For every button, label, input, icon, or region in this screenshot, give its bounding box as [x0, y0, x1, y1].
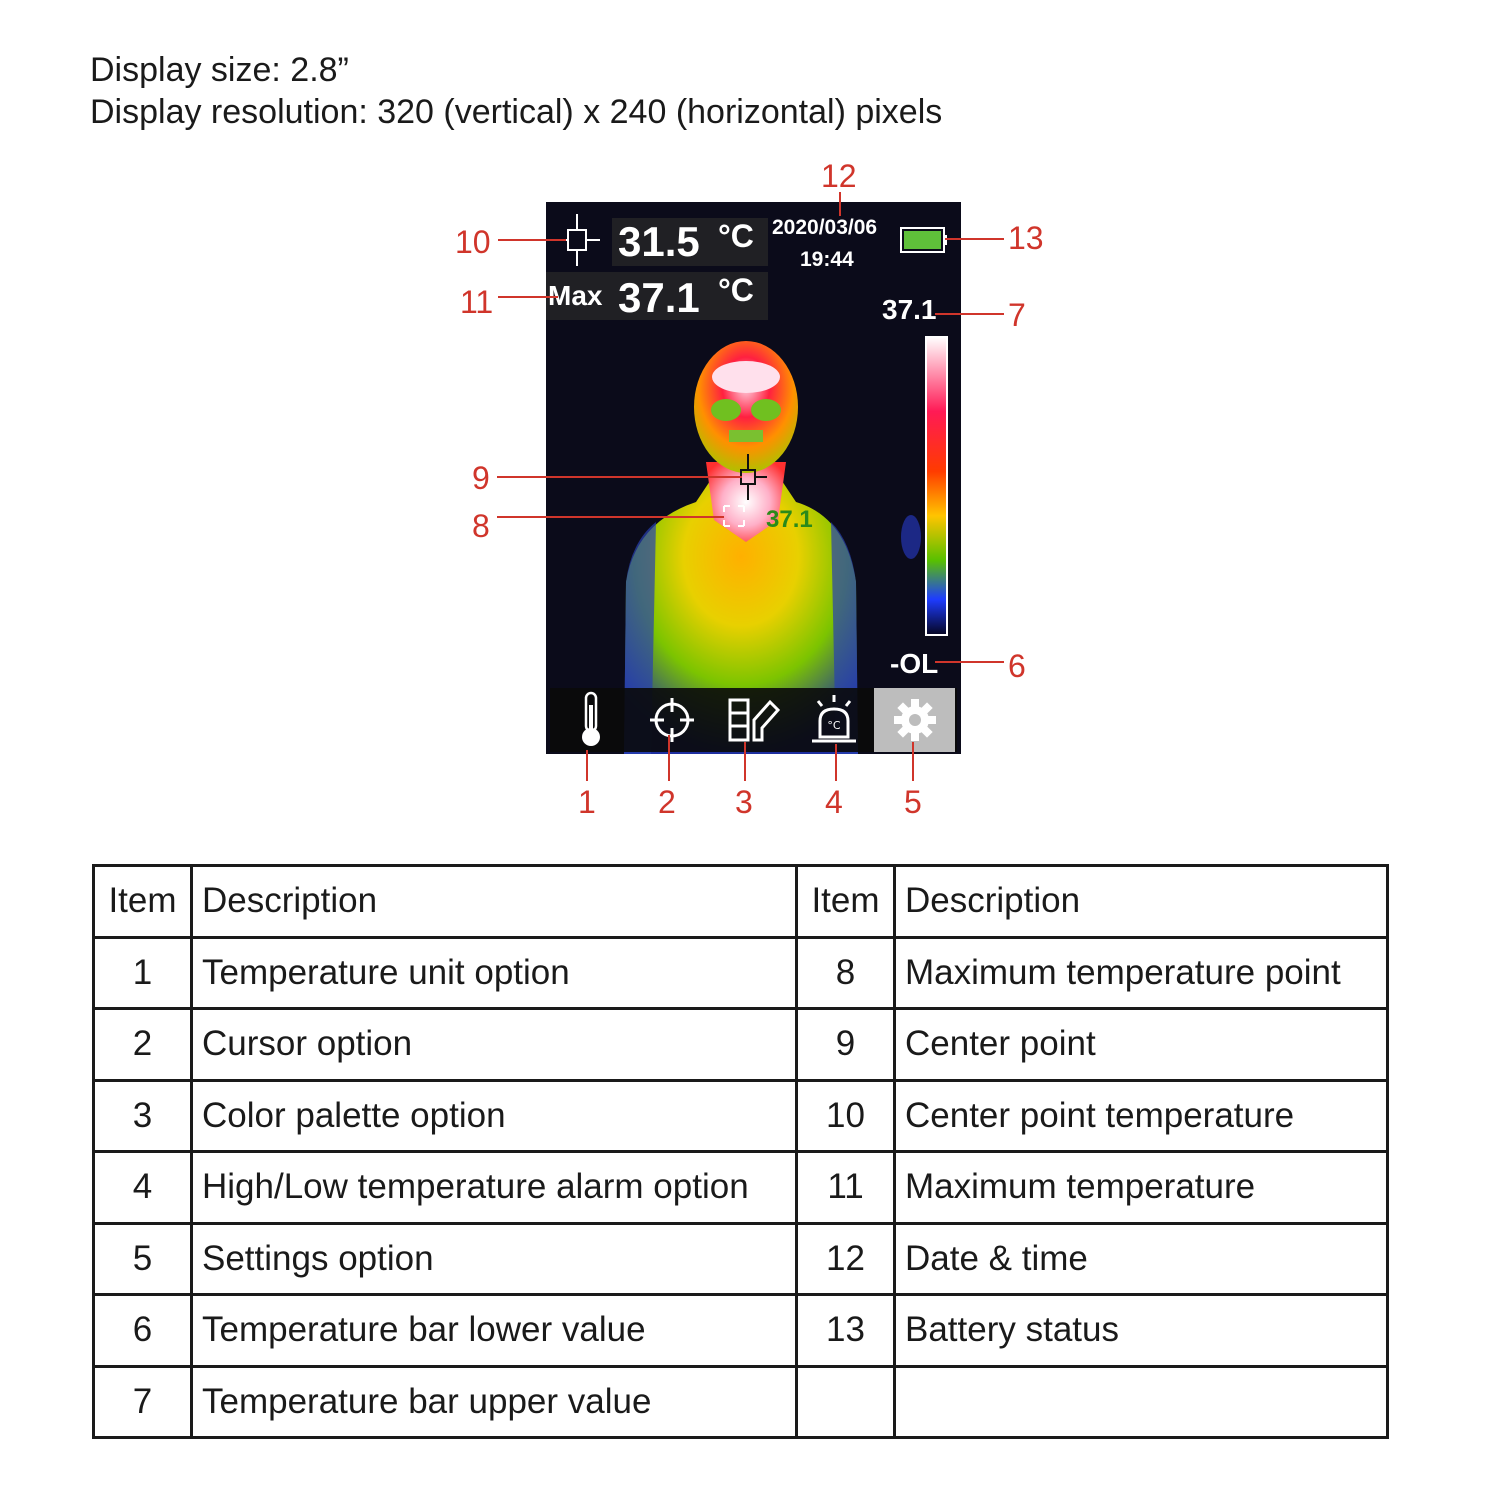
max-temp-unit: °C: [718, 272, 754, 308]
callout-6: 6: [1008, 648, 1026, 684]
temperature-bar-upper-value: 37.1: [882, 294, 937, 325]
item-description: Settings option: [192, 1223, 797, 1295]
item-description: Center point temperature: [895, 1080, 1388, 1152]
max-point-value: 37.1: [766, 506, 813, 533]
item-description: Maximum temperature point: [895, 937, 1388, 1009]
header-description: Description: [895, 866, 1388, 938]
item-number: 13: [797, 1295, 895, 1367]
item-description: Color palette option: [192, 1080, 797, 1152]
display-resolution-text: Display resolution: 320 (vertical) x 240 (horizontal) pixels: [90, 93, 943, 131]
item-number: 4: [94, 1152, 192, 1224]
item-description: High/Low temperature alarm option: [192, 1152, 797, 1224]
callout-10: 10: [455, 224, 491, 260]
table-row: [94, 1366, 1388, 1438]
callout-11: 11: [460, 284, 494, 320]
callout-7: 7: [1008, 297, 1026, 333]
item-number: 6: [94, 1295, 192, 1367]
callout-13: 13: [1008, 220, 1044, 256]
item-description: Battery status: [895, 1295, 1388, 1367]
item-description: [895, 1366, 1388, 1438]
max-label: Max: [548, 280, 603, 311]
item-description: Temperature bar lower value: [192, 1295, 797, 1367]
table-header-row: [94, 866, 1388, 938]
maximum-temperature: 37.1: [618, 274, 700, 321]
item-number: [797, 1366, 895, 1438]
display-size-text: Display size: 2.8”: [90, 51, 349, 89]
callout-9: 9: [472, 460, 490, 496]
table-row: [94, 1223, 1388, 1295]
item-description: Cursor option: [192, 1009, 797, 1081]
header-description: Description: [192, 866, 797, 938]
item-number: 5: [94, 1223, 192, 1295]
callout-3: 3: [735, 784, 753, 820]
center-temp-unit: °C: [718, 218, 754, 254]
table-row: [94, 937, 1388, 1009]
item-description: Maximum temperature: [895, 1152, 1388, 1224]
header-item: Item: [797, 866, 895, 938]
table-row: [94, 1295, 1388, 1367]
date-text: 2020/03/06: [772, 216, 878, 239]
table-row: [94, 1080, 1388, 1152]
item-number: 8: [797, 937, 895, 1009]
item-description: Temperature bar upper value: [192, 1366, 797, 1438]
item-number: 2: [94, 1009, 192, 1081]
item-number: 9: [797, 1009, 895, 1081]
header-item: Item: [94, 866, 192, 938]
item-description: Temperature unit option: [192, 937, 797, 1009]
temperature-bar-lower-value: -OL: [890, 648, 939, 679]
time-text: 19:44: [800, 248, 854, 271]
callout-5: 5: [904, 784, 922, 820]
item-number: 12: [797, 1223, 895, 1295]
item-description-table: [92, 864, 1389, 1439]
item-number: 3: [94, 1080, 192, 1152]
callout-12: 12: [821, 158, 857, 194]
table-row: [94, 1152, 1388, 1224]
table-row: [94, 1009, 1388, 1081]
item-number: 1: [94, 937, 192, 1009]
item-number: 11: [797, 1152, 895, 1224]
callout-1: 1: [578, 784, 596, 820]
callout-8: 8: [472, 508, 490, 544]
item-number: 10: [797, 1080, 895, 1152]
item-number: 7: [94, 1366, 192, 1438]
svg-text:°C: °C: [826, 719, 841, 732]
callout-2: 2: [658, 784, 676, 820]
callout-4: 4: [825, 784, 843, 820]
item-description: Date & time: [895, 1223, 1388, 1295]
item-description: Center point: [895, 1009, 1388, 1081]
center-point-temperature: 31.5: [618, 218, 700, 265]
